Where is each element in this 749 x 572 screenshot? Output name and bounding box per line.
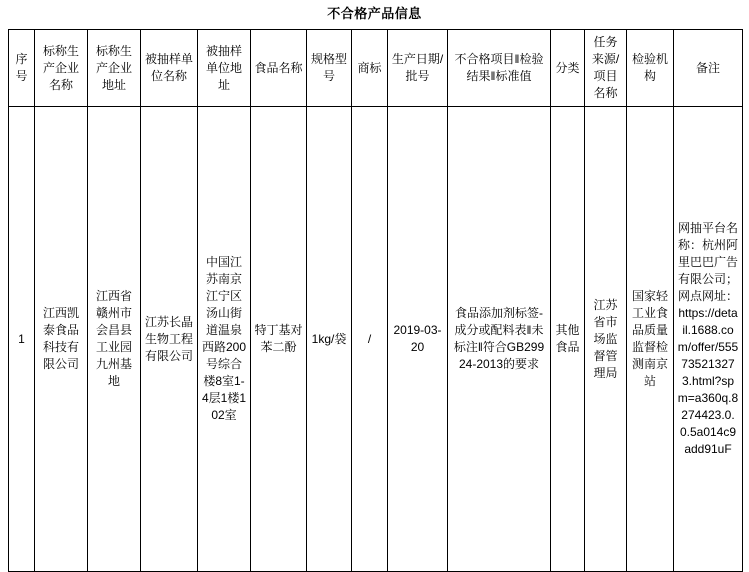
cell-producer-address: 江西省赣州市会昌县工业园九州基地: [88, 107, 141, 572]
column-header-sampled-unit-name: 被抽样单位名称: [141, 30, 198, 107]
cell-failed-item: 食品添加剂标签-成分或配料表‖未标注‖符合GB29924-2013的要求: [448, 107, 551, 572]
column-header-trademark: 商标: [352, 30, 388, 107]
table-row: [9, 107, 743, 572]
column-header-production-date: 生产日期/批号: [388, 30, 448, 107]
column-header-task-source: 任务来源/项目名称: [585, 30, 627, 107]
cell-food-name: 特丁基对苯二酚: [251, 107, 307, 572]
cell-trademark: /: [352, 107, 388, 572]
cell-sampled-unit-name: 江苏长晶生物工程有限公司: [141, 107, 198, 572]
column-header-producer-name: 标称生产企业名称: [35, 30, 88, 107]
nonconforming-product-table: [8, 29, 743, 572]
page-title: 不合格产品信息: [327, 6, 422, 21]
column-header-failed-item: 不合格项目‖检验结果‖标准值: [448, 30, 551, 107]
column-header-producer-address: 标称生产企业地址: [88, 30, 141, 107]
cell-index: 1: [9, 107, 35, 572]
column-header-inspection-org: 检验机构: [627, 30, 674, 107]
cell-category: 其他食品: [551, 107, 585, 572]
column-header-food-name: 食品名称: [251, 30, 307, 107]
cell-inspection-org: 国家轻工业食品质量监督检测南京站: [627, 107, 674, 572]
cell-production-date: 2019-03-20: [388, 107, 448, 572]
cell-task-source: 江苏省市场监督管理局: [585, 107, 627, 572]
cell-sampled-unit-address: 中国江苏南京江宁区汤山街道温泉西路200号综合楼8室1-4层1楼102室: [198, 107, 251, 572]
column-header-index: 序号: [9, 30, 35, 107]
cell-spec: 1kg/袋: [307, 107, 352, 572]
cell-remark: 网抽平台名称：杭州阿里巴巴广告有限公司；网点网址：https://detail.1688.com/offer/555735213273.html?spm=a360q.8274423.0.0.5a014c9add91uF: [674, 107, 743, 572]
column-header-category: 分类: [551, 30, 585, 107]
table-header-row: [9, 30, 743, 107]
column-header-remark: 备注: [674, 30, 743, 107]
column-header-sampled-unit-address: 被抽样单位地址: [198, 30, 251, 107]
cell-producer-name: 江西凯泰食品科技有限公司: [35, 107, 88, 572]
column-header-spec: 规格型号: [307, 30, 352, 107]
